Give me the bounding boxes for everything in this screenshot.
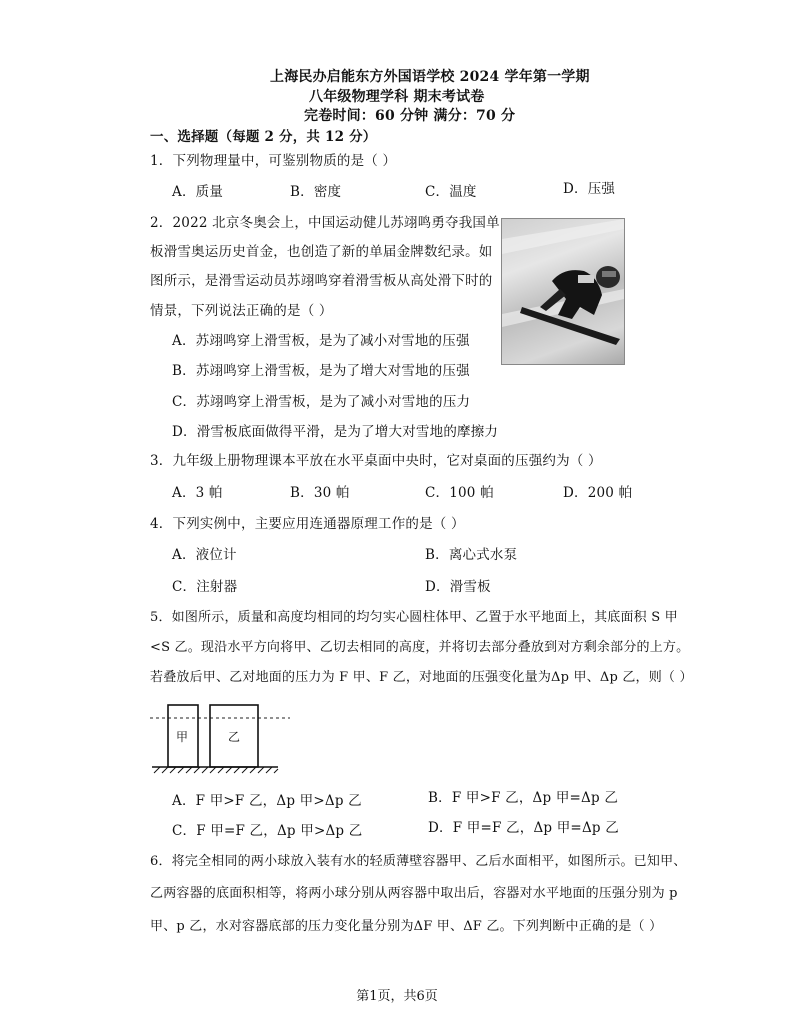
q4-option-c: C．注射器 [172,579,238,595]
q1-option-b: B．密度 [290,184,342,200]
q1-option-a: A．质量 [172,184,224,200]
q2-line-4: 情景，下列说法正确的是（ ） [150,303,333,319]
q3-option-d: D．200 帕 [563,485,633,501]
q6-line-1: 6．将完全相同的两小球放入装有水的轻质薄壁容器甲、乙后水面相平，如图所示。已知甲、 [150,854,687,869]
label-jia: 甲 [176,730,189,744]
q4-stem: 4．下列实例中，主要应用连通器原理工作的是（ ） [150,516,465,532]
q4-option-a: A．液位计 [172,547,237,563]
q5-option-d: D．F 甲=F 乙，Δp 甲=Δp 乙 [428,820,619,836]
q2-line-2: 板滑雪奥运历史首金，也创造了新的单届金牌数纪录。如 [150,244,493,260]
page-number: 第1页，共6页 [356,989,438,1004]
q1-stem: 1．下列物理量中，可鉴别物质的是（ ） [150,153,397,169]
q2-option-d: D．滑雪板底面做得平滑，是为了增大对雪地的摩擦力 [172,424,499,440]
q5-option-a: A．F 甲>F 乙，Δp 甲>Δp 乙 [172,793,362,809]
q6-line-3: 甲、p 乙，水对容器底部的压力变化量分别为ΔF 甲、ΔF 乙。下列判断中正确的是（ ） [150,919,663,934]
snowboarder-photo [501,218,625,365]
q2-option-a: A．苏翊鸣穿上滑雪板，是为了减小对雪地的压强 [172,333,470,349]
exam-meta: 完卷时间：60 分钟 满分：70 分 [304,108,516,124]
q3-option-b: B．30 帕 [290,485,350,501]
q2-option-c: C．苏翊鸣穿上滑雪板，是为了减小对雪地的压力 [172,394,471,410]
q1-option-c: C．温度 [425,184,477,200]
q6-line-2: 乙两容器的底面积相等，将两小球分别从两容器中取出后，容器对水平地面的压强分别为 p [150,886,678,901]
snowboarder-illustration [502,219,624,364]
q2-line-3: 图所示，是滑雪运动员苏翊鸣穿着滑雪板从高处滑下时的 [150,273,493,289]
q3-option-c: C．100 帕 [425,485,494,501]
q2-line-1: 2．2022 北京冬奥会上，中国运动健儿苏翊鸣勇夺我国单 [150,215,500,231]
q5-option-c: C．F 甲=F 乙，Δp 甲>Δp 乙 [172,823,363,839]
q5-line-2: <S 乙。现沿水平方向将甲、乙切去相同的高度，并将切去部分叠放到对方剩余部分的上方。 [150,640,690,655]
section-title: 一、选择题（每题 2 分，共 12 分） [150,129,377,145]
q5-cylinders-figure [150,700,290,780]
label-yi: 乙 [228,730,241,744]
q5-line-3: 若叠放后甲、乙对地面的压力为 F 甲、F 乙，对地面的压强变化量为Δp 甲、Δp 乙，则（ ） [150,670,693,685]
q2-option-b: B．苏翊鸣穿上滑雪板，是为了增大对雪地的压强 [172,363,470,379]
school-title: 上海民办启能东方外国语学校 2024 学年第一学期 [270,69,590,85]
q3-stem: 3．九年级上册物理课本平放在水平桌面中央时，它对桌面的压强约为（ ） [150,453,602,469]
q4-option-d: D．滑雪板 [425,579,491,595]
q3-option-a: A．3 帕 [172,485,223,501]
q1-option-d: D．压强 [563,181,616,197]
exam-title: 八年级物理学科 期末考试卷 [309,89,485,105]
q4-option-b: B．离心式水泵 [425,547,518,563]
q5-line-1: 5．如图所示，质量和高度均相同的均匀实心圆柱体甲、乙置于水平地面上，其底面积 S 甲 [150,610,678,625]
q5-option-b: B．F 甲>F 乙，Δp 甲=Δp 乙 [428,790,619,806]
